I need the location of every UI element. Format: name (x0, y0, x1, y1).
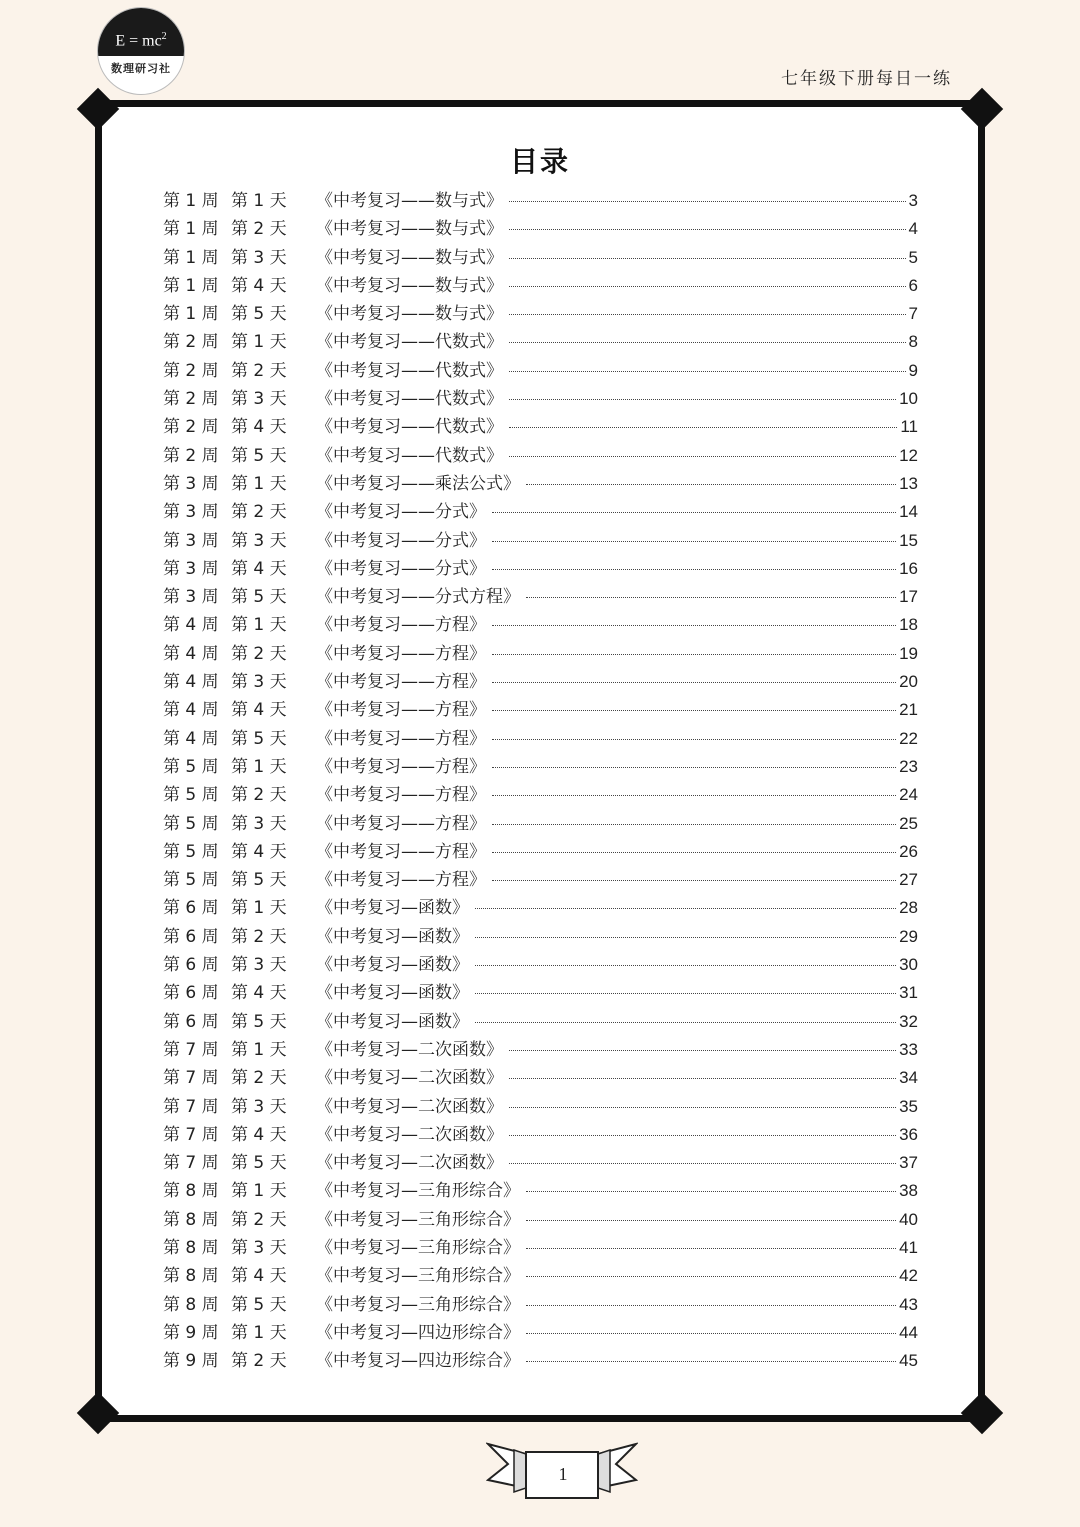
toc-topic: 《中考复习——方程》 (316, 643, 486, 664)
toc-topic: 《中考复习—二次函数》 (316, 1096, 503, 1117)
toc-topic: 《中考复习—二次函数》 (316, 1153, 503, 1174)
toc-leader-dots (509, 1050, 896, 1051)
toc-page-number: 22 (899, 728, 918, 748)
toc-week: 第 6 周 (163, 1011, 219, 1032)
toc-page-number: 3 (908, 191, 918, 210)
toc-topic: 《中考复习——方程》 (316, 728, 486, 749)
toc-page-number: 26 (899, 841, 918, 861)
toc-leader-dots (509, 1107, 896, 1108)
toc-week: 第 2 周 (163, 332, 219, 353)
toc-day: 第 3 天 (231, 247, 287, 268)
toc-leader-dots (492, 852, 896, 853)
toc-day: 第 2 天 (231, 926, 287, 947)
toc-topic: 《中考复习—函数》 (316, 898, 469, 919)
toc-page-number: 11 (900, 417, 918, 437)
logo-name: 数理研习社 (111, 62, 171, 75)
toc-entry (163, 469, 918, 497)
toc-leader-dots (509, 258, 906, 259)
toc-day: 第 2 天 (231, 502, 287, 523)
toc-leader-dots (475, 993, 896, 994)
toc-leader-dots (526, 1361, 896, 1362)
toc-entry (163, 837, 918, 865)
toc-leader-dots (509, 229, 906, 230)
toc-leader-dots (492, 682, 896, 683)
toc-entry (163, 752, 918, 780)
toc-entry (163, 412, 918, 440)
toc-topic: 《中考复习——数与式》 (316, 219, 503, 240)
toc-topic: 《中考复习—二次函数》 (316, 1039, 503, 1060)
toc-leader-dots (509, 201, 906, 202)
series-title: 七年级下册每日一练 (781, 69, 952, 89)
toc-week: 第 2 周 (163, 360, 219, 381)
toc-week: 第 1 周 (163, 304, 219, 325)
toc-page-number: 28 (899, 898, 918, 918)
toc-day: 第 2 天 (231, 643, 287, 664)
toc-leader-dots (492, 880, 896, 881)
toc-topic: 《中考复习——方程》 (316, 785, 486, 806)
toc-entry (163, 950, 918, 978)
toc-day: 第 4 天 (231, 275, 287, 296)
toc-leader-dots (475, 1022, 896, 1023)
toc-page-number: 45 (899, 1351, 918, 1371)
toc-page-number: 4 (908, 219, 918, 239)
toc-day: 第 5 天 (231, 1153, 287, 1174)
toc-leader-dots (509, 1163, 896, 1164)
toc-week: 第 5 周 (163, 785, 219, 806)
toc-topic: 《中考复习——方程》 (316, 756, 486, 777)
toc-page-number: 31 (899, 983, 918, 1003)
toc-leader-dots (526, 1333, 896, 1334)
toc-leader-dots (492, 569, 896, 570)
toc-page-number: 14 (899, 502, 918, 522)
toc-entry (163, 327, 918, 355)
toc-topic: 《中考复习—三角形综合》 (316, 1294, 520, 1315)
toc-page-number: 27 (899, 870, 918, 890)
toc-entry (163, 1092, 918, 1120)
toc-week: 第 6 周 (163, 983, 219, 1004)
toc-entry (163, 1148, 918, 1176)
toc-day: 第 4 天 (231, 841, 287, 862)
toc-entry (163, 1290, 918, 1318)
toc-day: 第 2 天 (231, 360, 287, 381)
toc-page-number: 23 (899, 756, 918, 776)
toc-week: 第 3 周 (163, 502, 219, 523)
toc-entry (163, 186, 918, 214)
toc-page-number: 38 (899, 1181, 918, 1201)
toc-topic: 《中考复习—三角形综合》 (316, 1237, 520, 1258)
toc-entry (163, 1035, 918, 1063)
logo-formula: $E = mc^2$ (98, 8, 184, 56)
toc-topic: 《中考复习——乘法公式》 (316, 473, 520, 494)
toc-topic: 《中考复习——分式》 (316, 502, 486, 523)
toc-day: 第 4 天 (231, 983, 287, 1004)
toc-week: 第 1 周 (163, 275, 219, 296)
toc-leader-dots (492, 710, 896, 711)
toc-week: 第 2 周 (163, 417, 219, 438)
toc-day: 第 5 天 (231, 870, 287, 891)
toc-page-number: 6 (908, 275, 918, 295)
toc-leader-dots (509, 286, 906, 287)
toc-week: 第 6 周 (163, 926, 219, 947)
toc-day: 第 1 天 (231, 898, 287, 919)
toc-week: 第 6 周 (163, 955, 219, 976)
toc-day: 第 1 天 (231, 756, 287, 777)
toc-entry (163, 695, 918, 723)
toc-page-number: 24 (899, 785, 918, 805)
toc-week: 第 6 周 (163, 898, 219, 919)
toc-entry (163, 441, 918, 469)
toc-day: 第 5 天 (231, 1011, 287, 1032)
toc-week: 第 2 周 (163, 445, 219, 466)
toc-week: 第 9 周 (163, 1351, 219, 1372)
toc-entry (163, 865, 918, 893)
toc-entry (163, 526, 918, 554)
toc-week: 第 3 周 (163, 558, 219, 579)
toc-day: 第 1 天 (231, 473, 287, 494)
toc-leader-dots (526, 1305, 896, 1306)
toc-day: 第 4 天 (231, 1266, 287, 1287)
toc-leader-dots (509, 399, 896, 400)
toc-topic: 《中考复习——代数式》 (316, 417, 503, 438)
toc-day: 第 1 天 (231, 191, 287, 211)
toc-day: 第 1 天 (231, 332, 287, 353)
toc-entry (163, 1318, 918, 1346)
toc-week: 第 4 周 (163, 643, 219, 664)
toc-day: 第 4 天 (231, 700, 287, 721)
toc-page-number: 20 (899, 672, 918, 692)
toc-page-number: 42 (899, 1266, 918, 1286)
toc-week: 第 8 周 (163, 1237, 219, 1258)
toc-topic: 《中考复习——方程》 (316, 672, 486, 693)
toc-day: 第 4 天 (231, 558, 287, 579)
toc-entry (163, 243, 918, 271)
toc-entry (163, 724, 918, 752)
toc-day: 第 5 天 (231, 304, 287, 325)
toc-entry (163, 582, 918, 610)
toc-leader-dots (526, 484, 896, 485)
toc-page-number: 13 (899, 473, 918, 493)
toc-day: 第 2 天 (231, 785, 287, 806)
toc-leader-dots (509, 342, 906, 343)
toc-entry (163, 639, 918, 667)
toc-entry (163, 1176, 918, 1204)
toc-entry (163, 1346, 918, 1374)
toc-day: 第 4 天 (231, 417, 287, 438)
toc-day: 第 4 天 (231, 1124, 287, 1145)
toc-page-number: 15 (899, 530, 918, 550)
toc-leader-dots (492, 541, 896, 542)
toc-entry (163, 1261, 918, 1289)
toc-week: 第 9 周 (163, 1322, 219, 1343)
toc-day: 第 2 天 (231, 1209, 287, 1230)
toc-leader-dots (509, 456, 896, 457)
toc-entry (163, 1205, 918, 1233)
toc-entry (163, 610, 918, 638)
toc-page-number: 8 (908, 332, 918, 352)
toc-day: 第 3 天 (231, 530, 287, 551)
toc-topic: 《中考复习——代数式》 (316, 389, 503, 410)
toc-topic: 《中考复习——方程》 (316, 870, 486, 891)
toc-leader-dots (526, 1220, 896, 1221)
toc-day: 第 3 天 (231, 1237, 287, 1258)
toc-topic: 《中考复习—函数》 (316, 983, 469, 1004)
toc-leader-dots (475, 937, 896, 938)
toc-topic: 《中考复习—三角形综合》 (316, 1209, 520, 1230)
toc-entry (163, 667, 918, 695)
toc-day: 第 1 天 (231, 1181, 287, 1202)
toc-leader-dots (509, 1078, 896, 1079)
toc-leader-dots (509, 371, 906, 372)
toc-topic: 《中考复习——代数式》 (316, 332, 503, 353)
toc-topic: 《中考复习——方程》 (316, 841, 486, 862)
toc-topic: 《中考复习—四边形综合》 (316, 1322, 520, 1343)
toc-topic: 《中考复习—函数》 (316, 926, 469, 947)
toc-leader-dots (492, 824, 896, 825)
toc-page-number: 37 (899, 1153, 918, 1173)
toc-week: 第 7 周 (163, 1153, 219, 1174)
toc-topic: 《中考复习——方程》 (316, 813, 486, 834)
toc-page-number: 32 (899, 1011, 918, 1031)
toc-week: 第 5 周 (163, 756, 219, 777)
toc-page-number: 25 (899, 813, 918, 833)
toc-day: 第 5 天 (231, 1294, 287, 1315)
toc-page-number: 44 (899, 1322, 918, 1342)
toc-entry (163, 780, 918, 808)
toc-leader-dots (526, 597, 896, 598)
toc-week: 第 4 周 (163, 700, 219, 721)
toc-page-number: 18 (899, 615, 918, 635)
toc-leader-dots (492, 795, 896, 796)
toc-week: 第 3 周 (163, 530, 219, 551)
toc-entry (163, 1120, 918, 1148)
toc-topic: 《中考复习—函数》 (316, 955, 469, 976)
toc-topic: 《中考复习—函数》 (316, 1011, 469, 1032)
toc-page-number: 34 (899, 1068, 918, 1088)
toc-day: 第 1 天 (231, 615, 287, 636)
toc-entry (163, 356, 918, 384)
toc-topic: 《中考复习——数与式》 (316, 191, 503, 211)
toc-week: 第 5 周 (163, 813, 219, 834)
toc-day: 第 5 天 (231, 728, 287, 749)
toc-topic: 《中考复习—四边形综合》 (316, 1351, 520, 1372)
toc-page-number: 10 (899, 389, 918, 409)
toc-entry (163, 554, 918, 582)
toc-leader-dots (509, 314, 906, 315)
toc-entry (163, 922, 918, 950)
toc-day: 第 5 天 (231, 587, 287, 608)
toc-page-number: 41 (899, 1237, 918, 1257)
toc-topic: 《中考复习——数与式》 (316, 275, 503, 296)
toc-page-number: 21 (899, 700, 918, 720)
toc-week: 第 7 周 (163, 1039, 219, 1060)
toc-day: 第 2 天 (231, 219, 287, 240)
toc-week: 第 8 周 (163, 1181, 219, 1202)
toc-page-number: 16 (899, 558, 918, 578)
toc-leader-dots (492, 739, 896, 740)
toc-leader-dots (492, 625, 896, 626)
toc-day: 第 2 天 (231, 1351, 287, 1372)
toc-leader-dots (475, 965, 896, 966)
toc-topic: 《中考复习——方程》 (316, 700, 486, 721)
toc-page-number: 5 (908, 247, 918, 267)
toc-topic: 《中考复习—三角形综合》 (316, 1181, 520, 1202)
toc-leader-dots (475, 908, 896, 909)
toc-entry (163, 497, 918, 525)
toc-topic: 《中考复习—二次函数》 (316, 1068, 503, 1089)
toc-entry (163, 1063, 918, 1091)
toc-leader-dots (526, 1276, 896, 1277)
toc-week: 第 7 周 (163, 1124, 219, 1145)
toc-topic: 《中考复习——分式方程》 (316, 587, 520, 608)
toc-week: 第 4 周 (163, 728, 219, 749)
toc-page-number: 35 (899, 1096, 918, 1116)
toc-week: 第 8 周 (163, 1294, 219, 1315)
toc-week: 第 4 周 (163, 615, 219, 636)
toc-page-number: 19 (899, 643, 918, 663)
toc-leader-dots (492, 512, 896, 513)
toc-page-number: 30 (899, 955, 918, 975)
page-title: 目录 (509, 145, 570, 178)
toc-entry (163, 893, 918, 921)
toc-page-number: 33 (899, 1039, 918, 1059)
toc-entry (163, 1233, 918, 1261)
toc-day: 第 3 天 (231, 1096, 287, 1117)
toc-day: 第 3 天 (231, 955, 287, 976)
toc-week: 第 7 周 (163, 1068, 219, 1089)
toc-leader-dots (509, 1135, 896, 1136)
toc-day: 第 3 天 (231, 813, 287, 834)
toc-entry (163, 1007, 918, 1035)
toc-week: 第 4 周 (163, 672, 219, 693)
toc-topic: 《中考复习——数与式》 (316, 247, 503, 268)
toc-page-number: 36 (899, 1124, 918, 1144)
toc-entry (163, 384, 918, 412)
toc-topic: 《中考复习——分式》 (316, 558, 486, 579)
toc-page-number: 29 (899, 926, 918, 946)
toc-leader-dots (526, 1191, 896, 1192)
toc-day: 第 1 天 (231, 1039, 287, 1060)
toc-leader-dots (526, 1248, 896, 1249)
toc-topic: 《中考复习——方程》 (316, 615, 486, 636)
toc-week: 第 3 周 (163, 587, 219, 608)
toc-page-number: 7 (908, 304, 918, 324)
toc-entry (163, 809, 918, 837)
toc-week: 第 7 周 (163, 1096, 219, 1117)
toc-page-number: 17 (899, 587, 918, 607)
toc-week: 第 5 周 (163, 841, 219, 862)
toc-week: 第 8 周 (163, 1266, 219, 1287)
logo (97, 7, 185, 95)
toc-page-number: 9 (908, 360, 918, 380)
toc-entry (163, 214, 918, 242)
toc-topic: 《中考复习——数与式》 (316, 304, 503, 325)
page-number: 1 (558, 1464, 568, 1484)
toc-week: 第 1 周 (163, 219, 219, 240)
toc-topic: 《中考复习——分式》 (316, 530, 486, 551)
toc-topic: 《中考复习——代数式》 (316, 360, 503, 381)
toc-leader-dots (509, 427, 897, 428)
toc-day: 第 3 天 (231, 389, 287, 410)
toc-day: 第 3 天 (231, 672, 287, 693)
toc-day: 第 1 天 (231, 1322, 287, 1343)
toc-topic: 《中考复习—三角形综合》 (316, 1266, 520, 1287)
toc-week: 第 1 周 (163, 191, 219, 211)
toc-day: 第 5 天 (231, 445, 287, 466)
toc-topic: 《中考复习—二次函数》 (316, 1124, 503, 1145)
toc-leader-dots (492, 654, 896, 655)
toc-topic: 《中考复习——代数式》 (316, 445, 503, 466)
table-of-contents (163, 186, 918, 1374)
toc-week: 第 8 周 (163, 1209, 219, 1230)
toc-entry (163, 299, 918, 327)
toc-page-number: 40 (899, 1209, 918, 1229)
toc-leader-dots (492, 767, 896, 768)
toc-week: 第 5 周 (163, 870, 219, 891)
toc-week: 第 2 周 (163, 389, 219, 410)
toc-day: 第 2 天 (231, 1068, 287, 1089)
toc-week: 第 1 周 (163, 247, 219, 268)
toc-entry (163, 271, 918, 299)
toc-page-number: 43 (899, 1294, 918, 1314)
toc-page-number: 12 (899, 445, 918, 465)
toc-entry (163, 978, 918, 1006)
toc-week: 第 3 周 (163, 473, 219, 494)
